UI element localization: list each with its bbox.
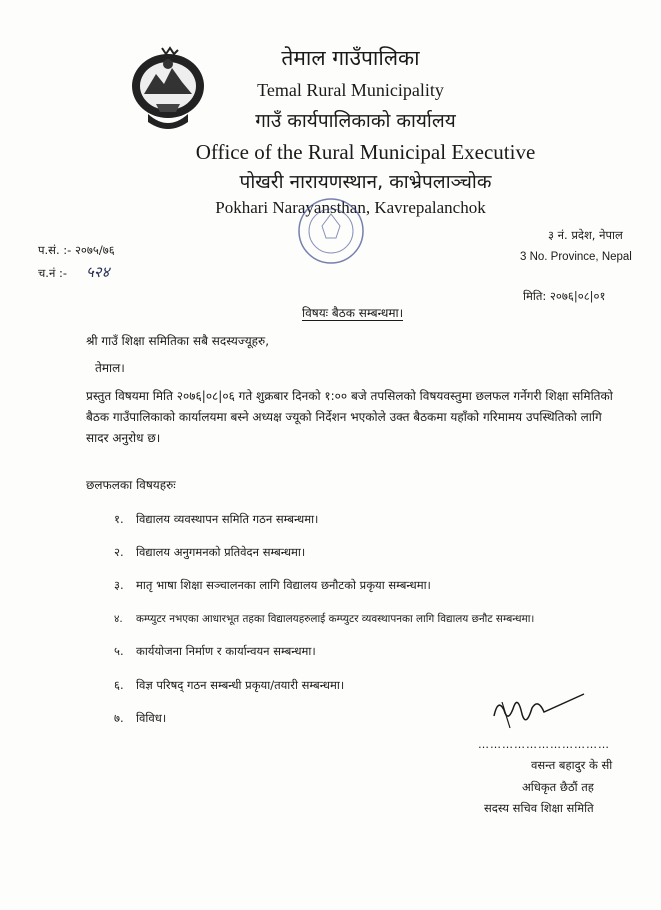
letter-date: मिति: २०७६|०८|०१ bbox=[523, 289, 606, 303]
agenda-text: विद्यालय अनुगमनको प्रतिवेदन सम्बन्धमा। bbox=[136, 545, 306, 559]
signatory-post: अधिकृत छैठौं तह bbox=[522, 780, 594, 794]
municipality-name-np: तेमाल गाउँपालिका bbox=[281, 46, 420, 70]
patra-sankhya: प.सं. :- २०७५/७६ bbox=[38, 243, 115, 257]
agenda-num: १. bbox=[114, 512, 124, 526]
address-en: Pokhari Narayansthan, Kavrepalanchok bbox=[215, 198, 486, 217]
addressee-line2: तेमाल। bbox=[95, 361, 125, 375]
address-np: पोखरी नारायणस्थान, काभ्रेपलाञ्चोक bbox=[239, 171, 492, 193]
chalani-label: च.नं :- bbox=[38, 266, 68, 280]
chalani-handwritten: ५२४ bbox=[86, 263, 110, 281]
agenda-num: ६. bbox=[114, 678, 124, 692]
agenda-heading: छलफलका विषयहरुः bbox=[86, 478, 176, 492]
letter-subject bbox=[302, 304, 403, 321]
province-np: ३ नं. प्रदेश, नेपाल bbox=[548, 228, 623, 242]
agenda-text: विविध। bbox=[136, 711, 167, 725]
agenda-item bbox=[114, 545, 305, 560]
agenda-item bbox=[114, 644, 316, 659]
office-name-en: Office of the Rural Municipal Executive bbox=[195, 140, 536, 164]
office-stamp-icon bbox=[292, 196, 370, 266]
province-en: 3 No. Province, Nepal bbox=[520, 251, 632, 263]
agenda-text: मातृ भाषा शिक्षा सञ्चालनका लागि विद्यालय छनौटको प्रकृया सम्बन्धमा। bbox=[136, 578, 431, 592]
agenda-item bbox=[114, 711, 166, 726]
agenda-num: ५. bbox=[114, 644, 124, 658]
agenda-text: कार्ययोजना निर्माण र कार्यान्वयन सम्बन्धमा। bbox=[136, 644, 316, 658]
agenda-num: ४. bbox=[114, 613, 123, 625]
addressee-line1: श्री गाउँ शिक्षा समितिका सबै सदस्यज्यूहरु, bbox=[86, 334, 270, 348]
agenda-item bbox=[114, 512, 318, 527]
agenda-item bbox=[114, 612, 534, 626]
agenda-text: विद्यालय व्यवस्थापन समिति गठन सम्बन्धमा। bbox=[136, 512, 319, 526]
body-paragraph: प्रस्तुत विषयमा मिति २०७६|०८|०६ गते शुक्रबार दिनको १:०० बजे तपसिलको विषयवस्तुमा छलफल गर्नेगरी शिक्षा समितिको बैठक गाउँपालिकाको कार्यालयमा बस्ने अध्यक्ष ज्यूको निर्देशन भएकोले उक्त बैठकमा यहाँको गरिमामय उपस्थितिको लागि सादर अनुरोध छ। bbox=[86, 389, 613, 445]
signatory-role: सदस्य सचिव शिक्षा समिति bbox=[484, 801, 594, 815]
office-name-np: गाउँ कार्यपालिकाको कार्यालय bbox=[255, 110, 456, 132]
agenda-num: ७. bbox=[114, 711, 124, 725]
agenda-num: २. bbox=[114, 545, 124, 559]
agenda-item bbox=[114, 578, 431, 593]
signature-mark bbox=[488, 688, 588, 736]
agenda-item bbox=[114, 678, 344, 693]
signature-dots: …………………………… bbox=[478, 738, 610, 751]
municipality-name-en: Temal Rural Municipality bbox=[257, 80, 444, 100]
agenda-num: ३. bbox=[114, 578, 124, 592]
subject-text: विषयः बैठक सम्बन्धमा। bbox=[302, 306, 404, 320]
agenda-text: कम्प्युटर नभएका आधारभूत तहका विद्यालयहरुलाई कम्प्युटर व्यवस्थापनका लागि विद्यालय छनौट सम्बन्धमा। bbox=[136, 613, 535, 625]
agenda-text: विज्ञ परिषद् गठन सम्बन्धी प्रकृया/तयारी सम्बन्धमा। bbox=[136, 678, 345, 692]
signatory-name: वसन्त बहादुर के सी bbox=[531, 758, 613, 772]
